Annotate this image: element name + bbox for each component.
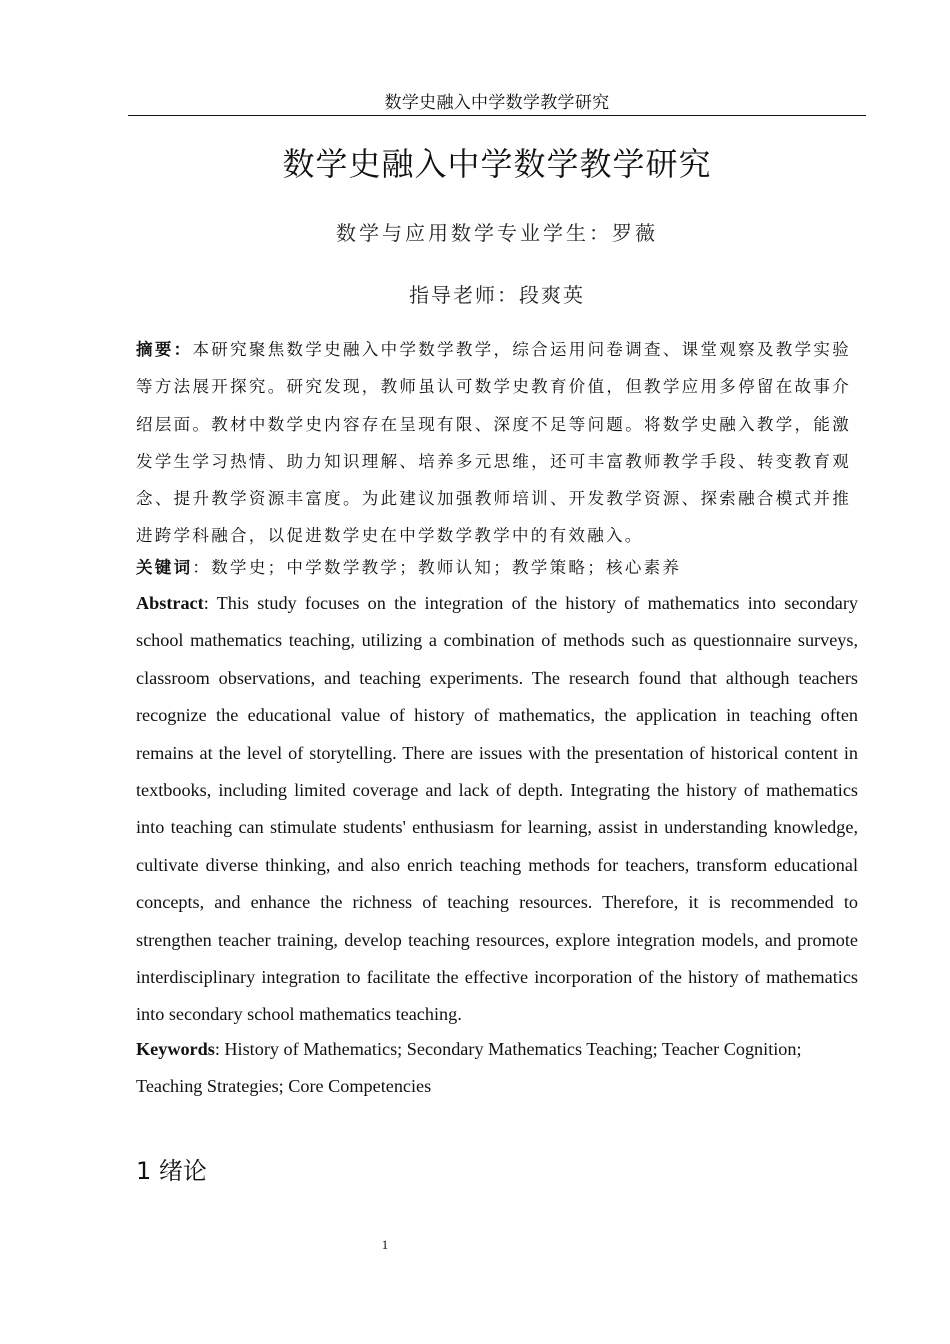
english-keywords-label: Keywords (136, 1039, 215, 1059)
english-abstract (136, 585, 858, 1034)
chinese-abstract (136, 331, 851, 555)
advisor-line: 指导老师：段爽英 (409, 283, 585, 307)
chinese-abstract-label: 摘要 (136, 340, 174, 359)
english-keywords-separator: : (214, 1039, 225, 1059)
english-abstract-label: Abstract (136, 593, 204, 613)
chinese-abstract-separator: ： (173, 340, 193, 359)
chinese-abstract-text: 本研究聚焦数学史融入中学数学教学，综合运用问卷调查、课堂观察及教学实验等方法展开探究。研究发现，教师虽认可数学史教育价值，但教学应用多停留在故事介绍层面。教材中数学史内容存在呈现有限、深度不足等问题。将数学史融入教学，能激发学生学习热情、助力知识理解、培养多元思维，还可丰富教师教学手段、转变教育观念、提升教学资源丰富度。为此建议加强教师培训、开发教学资源、探索融合模式并推进跨学科融合，以促进数学史在中学数学教学中的有效融入。 (136, 340, 851, 546)
chinese-keywords (136, 553, 851, 583)
chinese-keywords-separator: ： (192, 558, 212, 577)
english-abstract-separator: : (203, 593, 217, 613)
english-keywords (136, 1031, 858, 1105)
section-heading: 1 绪论 (136, 1157, 207, 1185)
paper-title: 数学史融入中学数学教学研究 (282, 145, 712, 183)
running-header: 数学史融入中学数学教学研究 (384, 93, 610, 113)
chinese-keywords-label: 关键词 (136, 558, 193, 577)
chinese-keywords-text: 数学史；中学数学教学；教师认知；教学策略；核心素养 (211, 558, 682, 577)
header-rule (128, 115, 866, 116)
page-number: 1 (381, 1237, 389, 1252)
english-keywords-text: History of Mathematics; Secondary Mathematics Teaching; Teacher Cognition; Teaching Strategies; Core Competencies (136, 1039, 802, 1096)
english-abstract-text: This study focuses on the integration of the history of mathematics into secondary school mathematics teaching, utilizing a combination of methods such as questionnaire surveys, classroom observations, and teaching experiments. The research found that although teachers recognize the educational value of history of mathematics, the application in teaching often remains at the level of storytelling. There are issues with the presentation of historical content in textbooks, including limited coverage and lack of depth. Integrating the history of mathematics into teaching can stimulate students' enthusiasm for learning, assist in understanding knowledge, cultivate diverse thinking, and also enrich teaching methods for teachers, transform educational concepts, and enhance the richness of teaching resources. Therefore, it is recommended to strengthen teacher training, develop teaching resources, explore integration models, and promote interdisciplinary integration to facilitate the effective incorporation of the history of mathematics into secondary school mathematics teaching. (136, 593, 858, 1025)
author-line: 数学与应用数学专业学生：罗薇 (336, 221, 658, 245)
